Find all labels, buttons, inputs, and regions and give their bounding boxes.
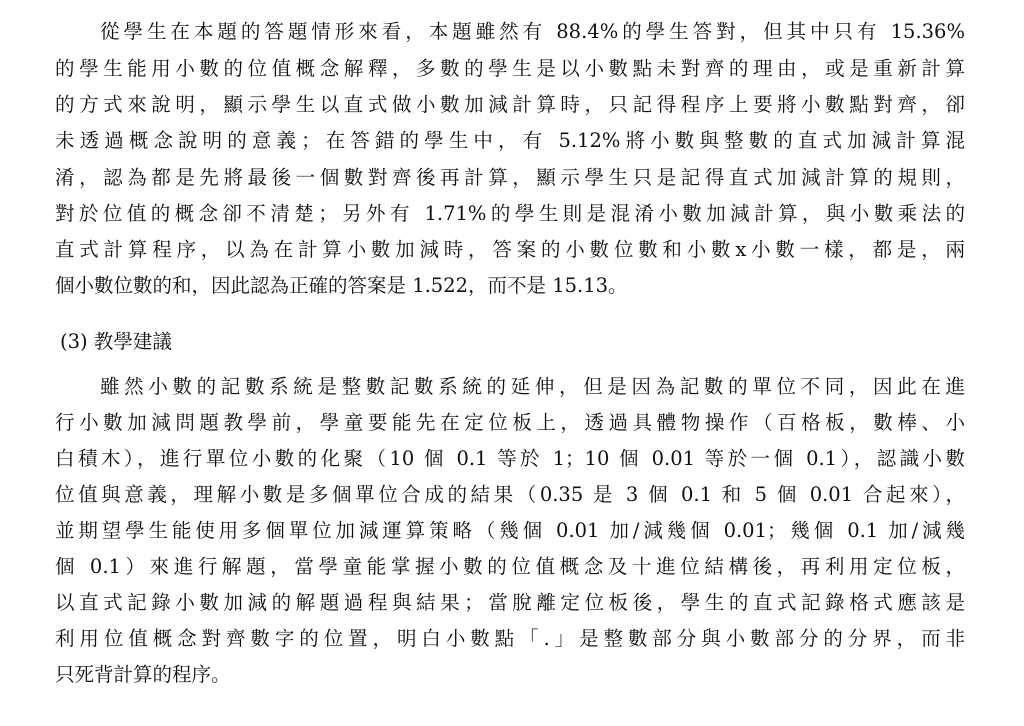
section-heading: (3) 教學建議 (60, 330, 172, 353)
text-line: 淆，認為都是先將最後一個數對齊後再計算，顯示學生只是記得直式加減計算的規則， (55, 166, 965, 189)
text-line: 白積木），進行單位小數的化聚（10 個 0.1 等於 1；10 個 0.01 等於一個 0.1），認識小數 (55, 447, 965, 470)
text-line: 從學生在本題的答題情形來看，本題雖然有 88.4%的學生答對，但其中只有 15.36% (100, 20, 965, 43)
text-line: 未透過概念說明的意義；在答錯的學生中，有 5.12%將小數與整數的直式加減計算混 (55, 129, 965, 152)
text-line: 個小數位數的和，因此認為正確的答案是 1.522，而不是 15.13。 (55, 274, 628, 297)
text-line: 的方式來說明，顯示學生以直式做小數加減計算時，只記得程序上要將小數點對齊，卻 (55, 93, 965, 116)
text-line: 只死背計算的程序。 (55, 663, 231, 686)
text-line: 位值與意義，理解小數是多個單位合成的結果（0.35 是 3 個 0.1 和 5 個 0.01 合起來）， (55, 483, 965, 506)
text-line: 個 0.1）來進行解題，當學童能掌握小數的位值概念及十進位結構後，再利用定位板， (55, 555, 965, 578)
text-line: 利用位值概念對齊數字的位置，明白小數點「.」是整數部分與小數部分的分界，而非 (55, 627, 965, 650)
text-line: 雖然小數的記數系統是整數記數系統的延伸，但是因為記數的單位不同，因此在進 (100, 375, 965, 398)
text-line: 以直式記錄小數加減的解題過程與結果；當脫離定位板後，學生的直式記錄格式應該是 (55, 591, 965, 614)
text-line: 對於位值的概念卻不清楚；另外有 1.71%的學生則是混淆小數加減計算，與小數乘法的 (55, 202, 965, 225)
text-line: 並期望學生能使用多個單位加減運算策略（幾個 0.01 加/減幾個 0.01；幾個 0.1 加/減幾 (55, 519, 965, 542)
text-line: 行小數加減問題教學前，學童要能先在定位板上，透過具體物操作（百格板，數棒、小 (55, 411, 965, 434)
text-line: 的學生能用小數的位值概念解釋，多數的學生是以小數點未對齊的理由，或是重新計算 (55, 57, 965, 80)
text-line: 直式計算程序，以為在計算小數加減時，答案的小數位數和小數x小數一樣，都是，兩 (55, 238, 965, 261)
